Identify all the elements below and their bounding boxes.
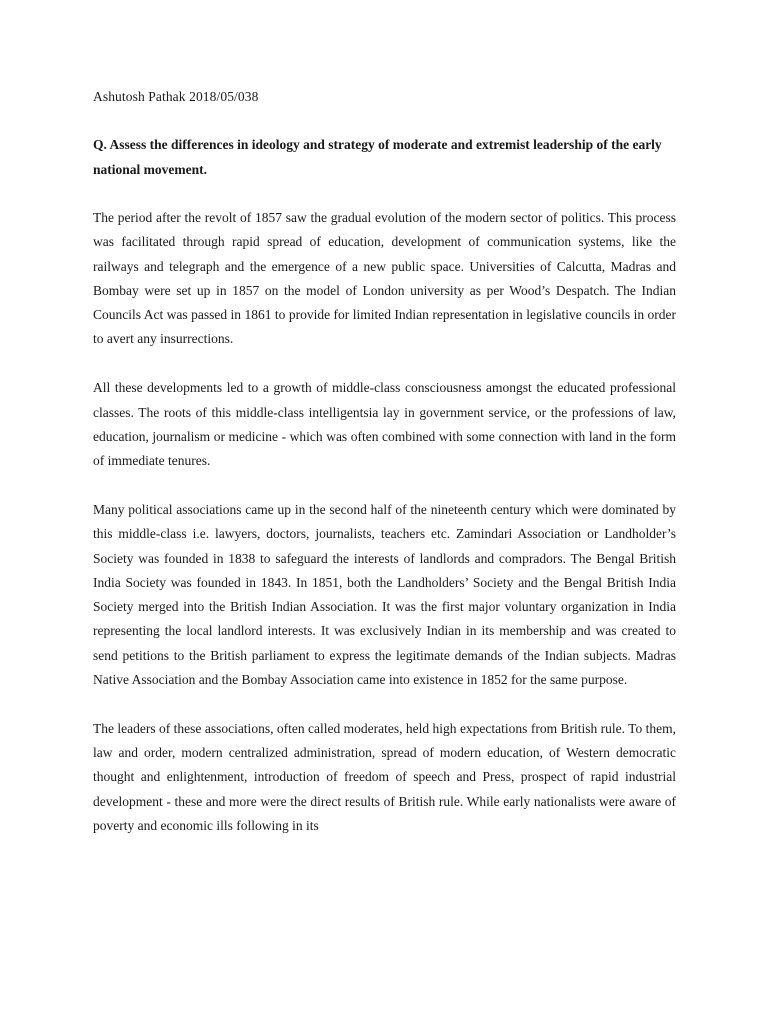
author-line: Ashutosh Pathak 2018/05/038 [93, 89, 259, 104]
paragraph-moderates: The leaders of these associations, often called moderates, held high expectations from British rule. To them, law and order, modern centralized administration, spread of modern education, of Western democratic thought and enlightenment, introduction of freedom of speech and Press, prospect of rapid industrial development - these and more were the direct results of British rule. While early nationalists were aware of poverty and economic ills following in its [93, 720, 676, 834]
paragraph-middle-class: All these developments led to a growth of middle-class consciousness amongst the educated professional classes. The roots of this middle-class intelligentsia lay in government service, or the professions of law, education, journalism or medicine - which was often combined with some connection with land in the form of immediate tenures. [93, 380, 676, 469]
question-heading: Q. Assess the differences in ideology and strategy of moderate and extremist leadership of the early national movement. [93, 137, 662, 177]
paragraph-revolt-1857: The period after the revolt of 1857 saw the gradual evolution of the modern sector of politics. This process was facilitated through rapid spread of education, development of communication systems, like the railways and telegraph and the emergence of a new public space. Universities of Calcutta, Madras and Bombay were set up in 1857 on the model of London university as per Wood’s Despatch. The Indian Councils Act was passed in 1861 to provide for limited Indian representation in legislative councils in order to avert any insurrections. [93, 210, 676, 347]
document-content [93, 85, 676, 863]
paragraph-political-associations: Many political associations came up in the second half of the nineteenth century which were dominated by this middle-class i.e. lawyers, doctors, journalists, teachers etc. Zamindari Association or Landholder’s Society was founded in 1838 to safeguard the interests of landlords and compradors. The Bengal British India Society was founded in 1843. In 1851, both the Landholders’ Society and the Bengal British India Society merged into the British Indian Association. It was the first major voluntary organization in India representing the local landlord interests. It was exclusively Indian in its membership and was created to send petitions to the British parliament to express the legitimate demands of the Indian subjects. Madras Native Association and the Bombay Association came into existence in 1852 for the same purpose. [93, 501, 676, 688]
